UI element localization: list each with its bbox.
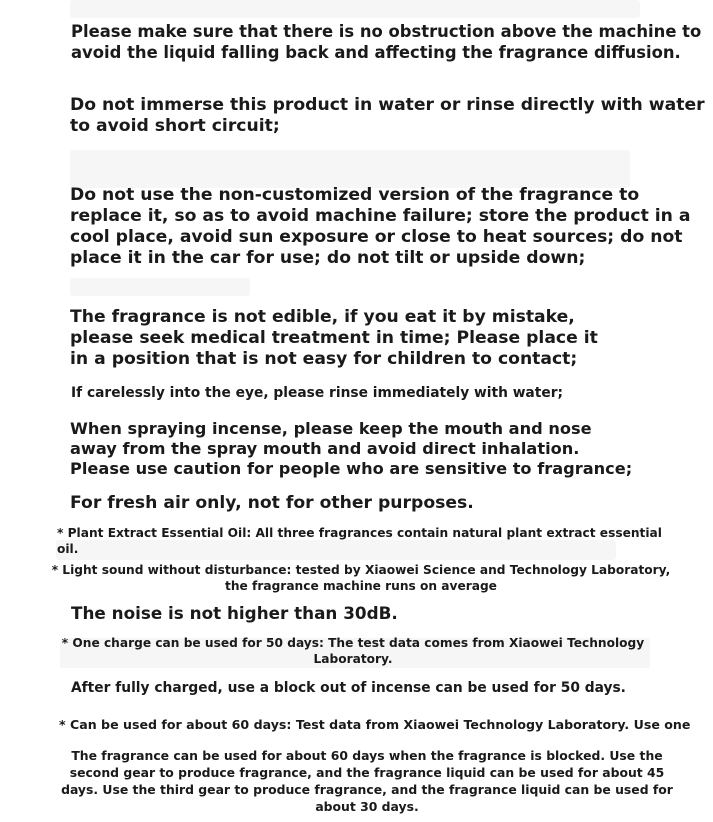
text-line: days. Use the third gear to produce fragrance, and the fragrance liquid can be used for (61, 782, 673, 797)
text-line: If carelessly into the eye, please rinse immediately with water; (71, 385, 564, 401)
text-line: For fresh air only, not for other purposes. (70, 493, 474, 513)
text-line: Do not use the non-customized version of the fragrance to (70, 185, 640, 205)
text-line: to avoid short circuit; (70, 116, 280, 136)
text-line: please seek medical treatment in time; Please place it (70, 328, 598, 348)
text-line: Do not immerse this product in water or rinse directly with water (70, 95, 705, 115)
text-line: away from the spray mouth and avoid direct inhalation. (70, 439, 580, 458)
text-line: When spraying incense, please keep the mouth and nose (70, 419, 592, 438)
text-line: * Plant Extract Essential Oil: All three fragrances contain natural plant extract essential (57, 526, 662, 540)
text-line: about 30 days. (315, 799, 419, 814)
text-line: oil. (57, 542, 79, 556)
text-line: the fragrance machine runs on average (225, 579, 497, 593)
text-line: * One charge can be used for 50 days: The test data comes from Xiaowei Technology (61, 636, 645, 650)
text-line: in a position that is not easy for children to contact; (70, 349, 578, 369)
background-smudge (56, 540, 616, 560)
text-line: Please make sure that there is no obstruction above the machine to (71, 22, 702, 41)
text-line: * Light sound without disturbance: tested by Xiaowei Science and Technology Laboratory, (51, 563, 671, 577)
text-line: place it in the car for use; do not tilt or upside down; (70, 248, 586, 268)
text-line: Please use caution for people who are sensitive to fragrance; (70, 459, 633, 478)
text-line: avoid the liquid falling back and affecting the fragrance diffusion. (71, 43, 681, 62)
background-smudge (70, 0, 640, 18)
text-line: replace it, so as to avoid machine failure; store the product in a (70, 206, 691, 226)
text-line: second gear to produce fragrance, and the fragrance liquid can be used for about 45 (69, 765, 665, 780)
text-line: The fragrance can be used for about 60 days when the fragrance is blocked. Use the (71, 748, 663, 763)
text-line: The noise is not higher than 30dB. (71, 603, 398, 623)
text-line: * Can be used for about 60 days: Test data from Xiaowei Technology Laboratory. Use one (59, 717, 691, 732)
background-smudge (70, 150, 630, 188)
text-line: cool place, avoid sun exposure or close to heat sources; do not (70, 227, 683, 247)
text-line: Laboratory. (313, 652, 393, 666)
text-line: After fully charged, use a block out of incense can be used for 50 days. (71, 680, 626, 696)
background-smudge (70, 278, 250, 296)
text-line: The fragrance is not edible, if you eat it by mistake, (70, 307, 575, 327)
